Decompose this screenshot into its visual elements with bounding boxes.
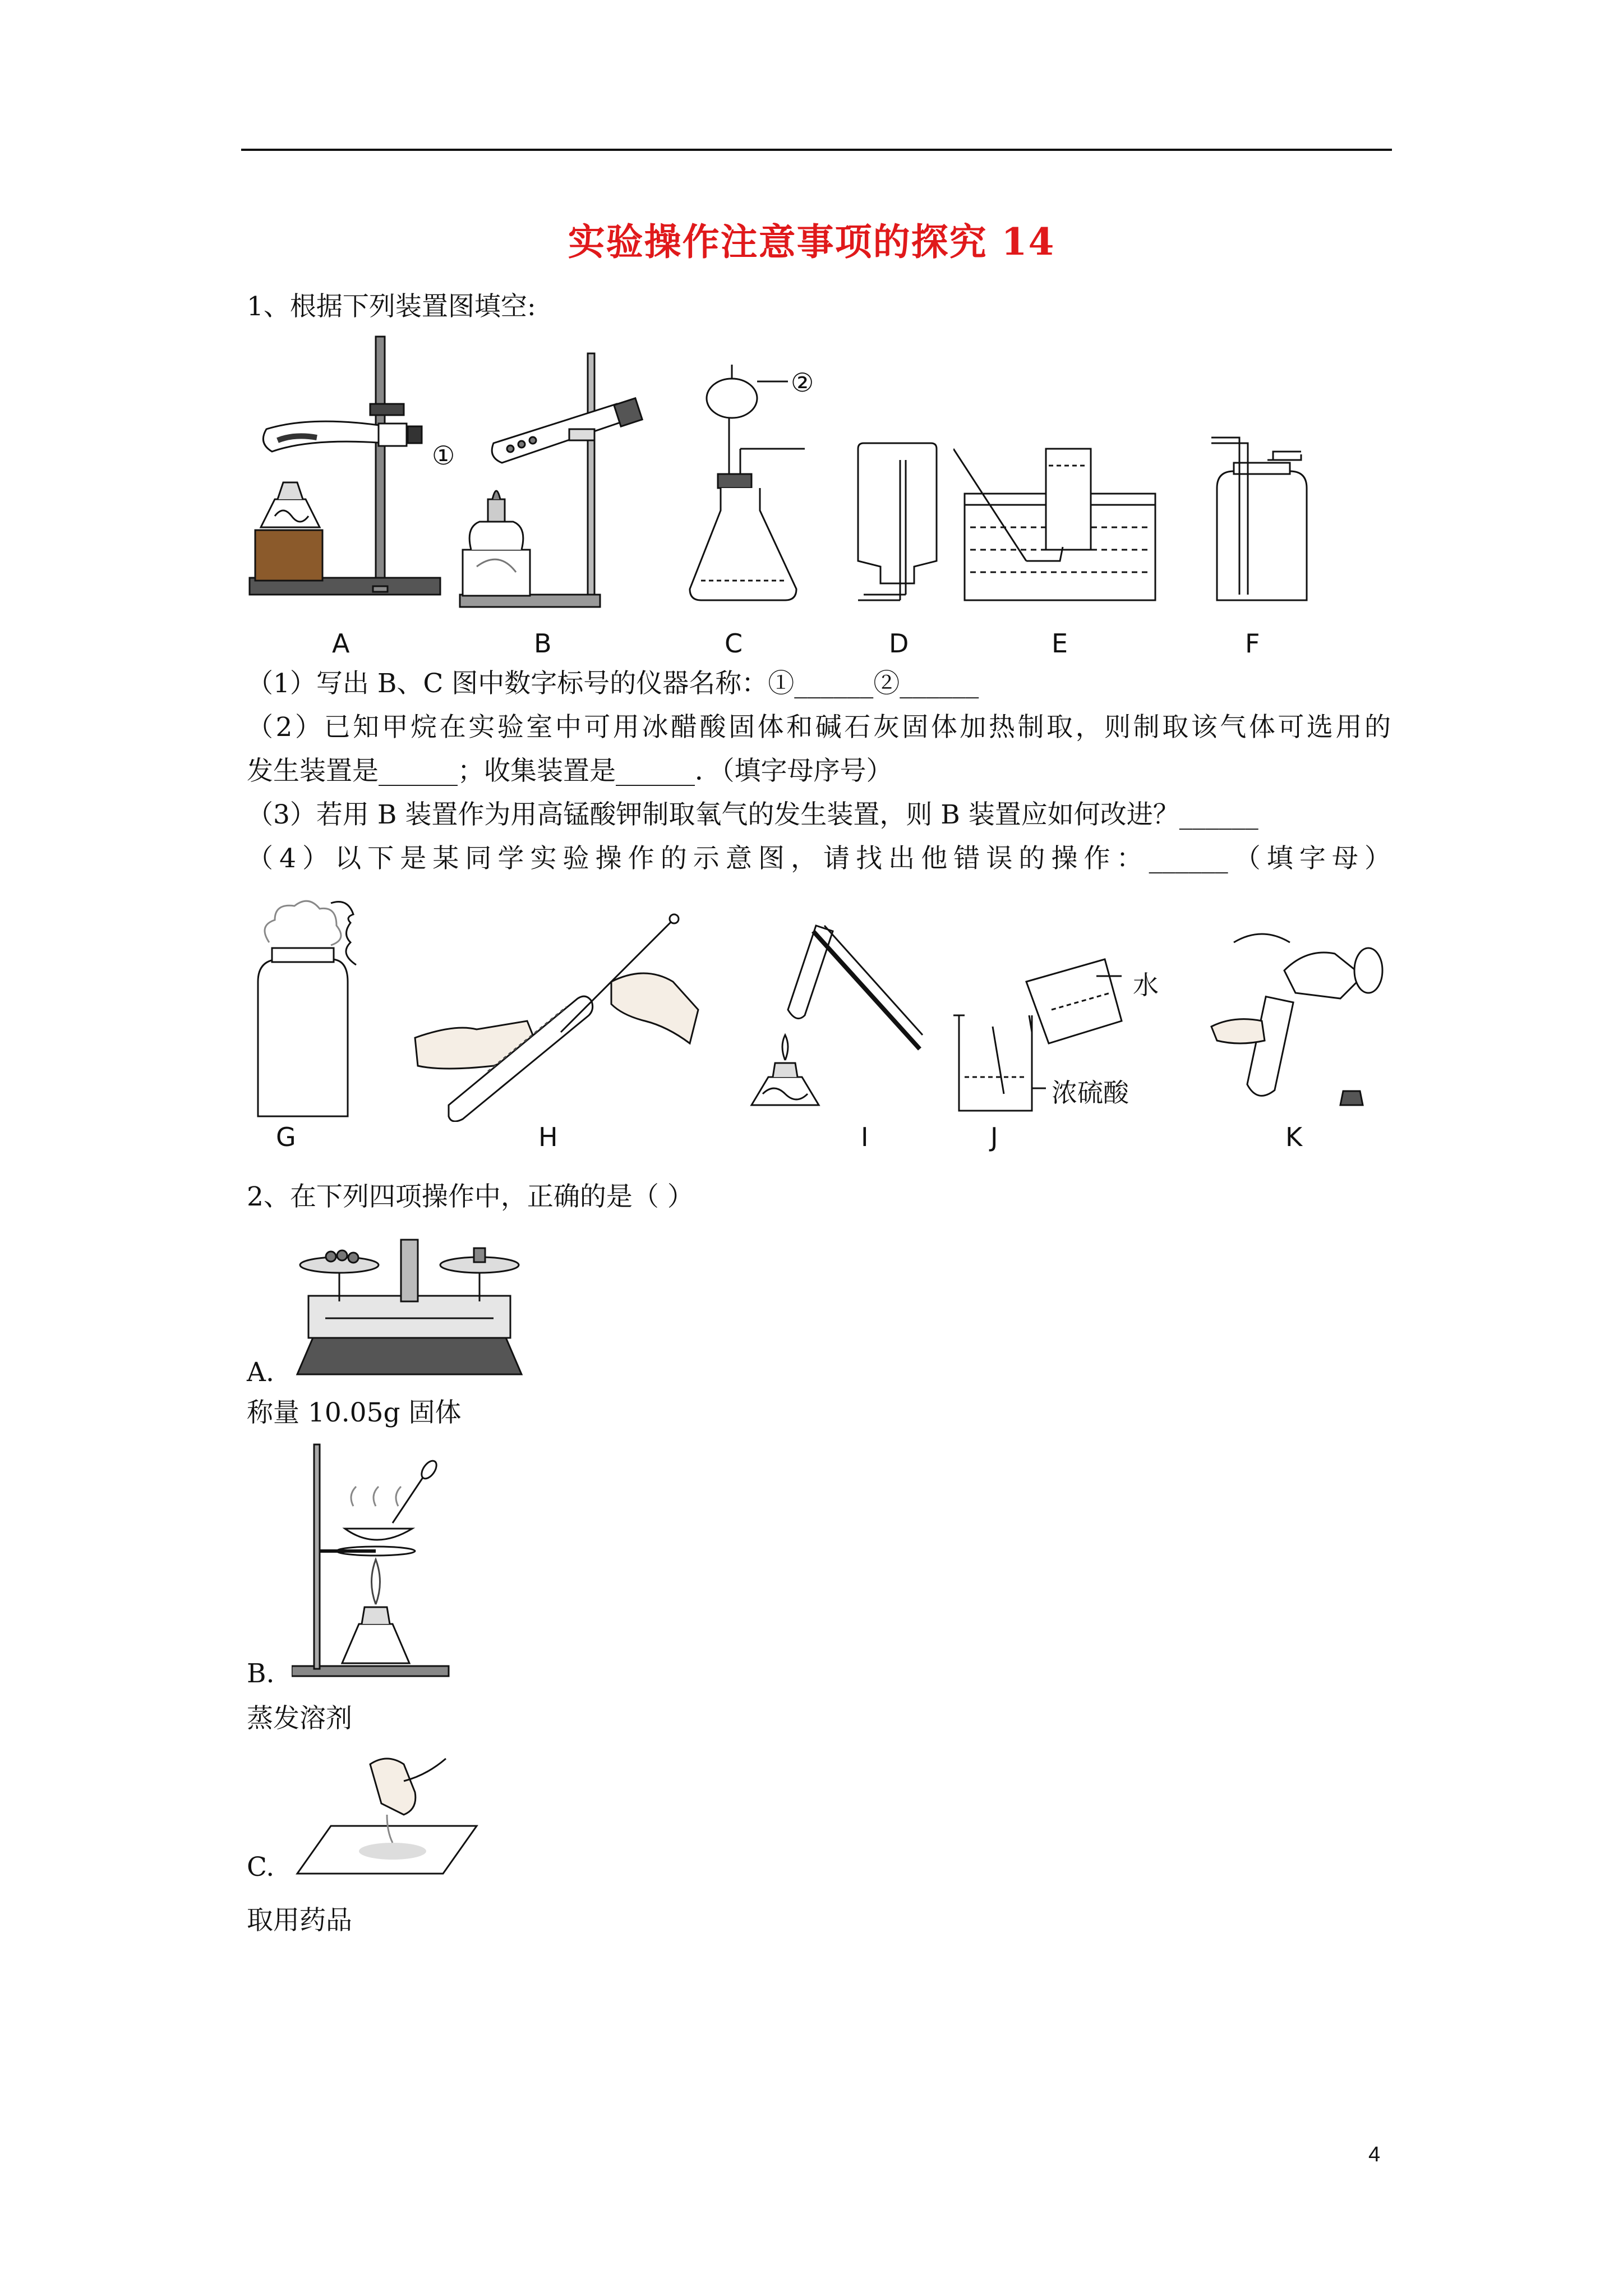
option-c-text: 取用药品 (247, 1905, 352, 1936)
operation-g-figure (247, 898, 404, 1122)
label-k: K (1285, 1122, 1303, 1152)
acid-label: 浓硫酸 (1052, 1078, 1129, 1108)
page-number: 4 (1368, 2143, 1381, 2166)
label-c: C (725, 628, 743, 659)
label-i: I (861, 1122, 869, 1152)
marker-1: ① (432, 440, 455, 471)
q2-stem: 2、在下列四项操作中，正确的是（ ） (247, 1181, 694, 1212)
water-label: 水 (1133, 970, 1159, 1000)
apparatus-d-figure (852, 438, 942, 611)
q1-part1: （1）写出 B、C 图中数字标号的仪器名称：①______②______ (247, 668, 979, 699)
label-a: A (332, 628, 350, 659)
label-j: J (990, 1122, 998, 1152)
apparatus-f-figure (1206, 432, 1312, 611)
q1-part4: （4）以下是某同学实验操作的示意图，请找出他错误的操作：______（填字母） (247, 843, 1391, 874)
q1-stem: 1、根据下列装置图填空: (247, 291, 536, 322)
label-e: E (1052, 628, 1068, 659)
apparatus-c-figure (684, 365, 819, 611)
option-b-text: 蒸发溶剂 (247, 1703, 352, 1734)
header-rule (241, 149, 1392, 151)
option-b-letter: B. (247, 1658, 275, 1689)
label-f: F (1245, 628, 1260, 659)
option-a-balance-figure (292, 1223, 527, 1380)
q1-part3: （3）若用 B 装置作为用高锰酸钾制取氧气的发生装置，则 B 装置应如何改进？______ (247, 799, 1258, 830)
operation-i-figure (729, 920, 942, 1122)
page-title: 实验操作注意事项的探究 14 (568, 220, 1055, 264)
option-a-text: 称量 10.05g 固体 (247, 1397, 462, 1428)
label-g: G (276, 1122, 296, 1152)
operation-k-figure (1200, 920, 1391, 1122)
q1-part2-line1: （2）已知甲烷在实验室中可用冰醋酸固体和碱石灰固体加热制取，则制取该气体可选用的 (247, 712, 1391, 743)
apparatus-a-figure (244, 331, 446, 623)
apparatus-e-figure (953, 443, 1166, 606)
option-c-letter: C. (247, 1852, 275, 1883)
apparatus-b-figure (449, 348, 662, 617)
option-a-letter: A. (247, 1357, 274, 1388)
operation-h-figure (409, 903, 701, 1122)
label-b: B (534, 628, 552, 659)
option-c-taking-drug-figure (292, 1747, 482, 1882)
marker-2: ② (791, 367, 814, 398)
label-h: H (538, 1122, 558, 1152)
option-b-evaporation-figure (292, 1439, 460, 1680)
label-d: D (889, 628, 909, 659)
q1-part2-line2: 发生装置是______；收集装置是______．（填字母序号） (247, 756, 893, 786)
